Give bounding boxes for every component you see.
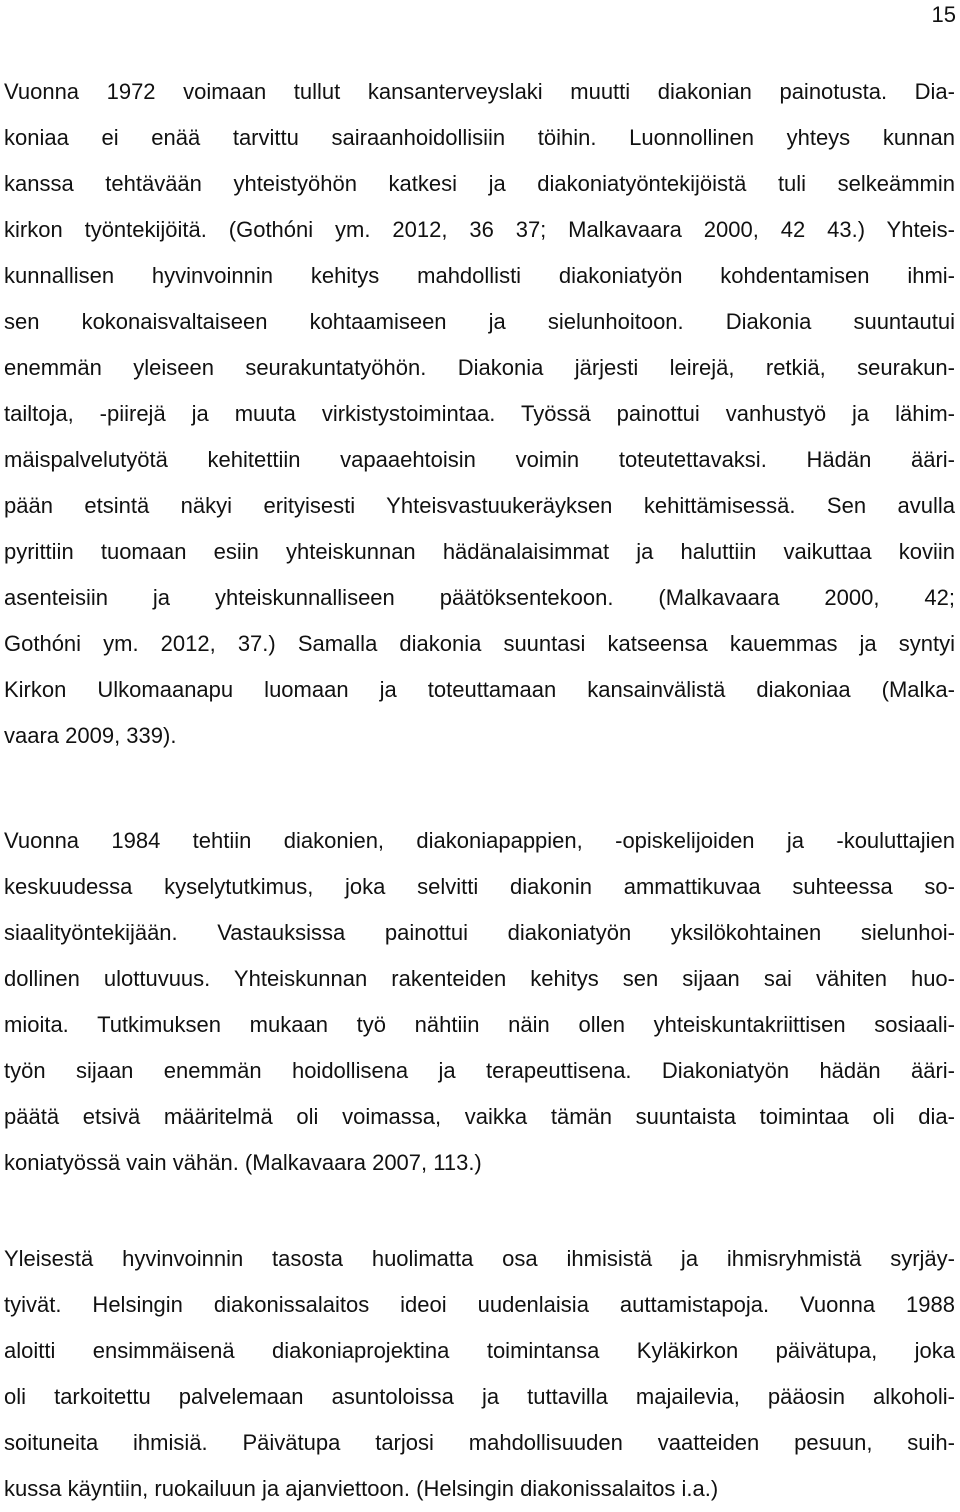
- text-line: enemmän yleiseen seurakuntatyöhön. Diakonia järjesti leirejä, retkiä, seurakun-: [4, 355, 955, 380]
- text-line: mäispalvelutyötä kehitettiin vapaaehtoisin voimin toteutettavaksi. Hädän ääri-: [4, 447, 955, 472]
- text-line: Vuonna 1972 voimaan tullut kansanterveyslaki muutti diakonian painotusta. Dia-: [4, 79, 955, 104]
- text-line: siaalityöntekijään. Vastauksissa painottui diakoniatyön yksilökohtainen sielunhoi-: [4, 920, 955, 945]
- text-line: oli tarkoitettu palvelemaan asuntoloissa ja tuttavilla majailevia, pääosin alkoholi-: [4, 1384, 955, 1409]
- text-line: vaara 2009, 339).: [4, 723, 177, 748]
- text-line: keskuudessa kyselytutkimus, joka selvitti diakonin ammattikuvaa suhteessa so-: [4, 874, 955, 899]
- text-line: työn sijaan enemmän hoidollisena ja terapeuttisena. Diakoniatyön hädän ääri-: [4, 1058, 955, 1083]
- text-line: pään etsintä näkyi erityisesti Yhteisvastuukeräyksen kehittämisessä. Sen avulla: [4, 493, 955, 518]
- text-line: koniatyössä vain vähän. (Malkavaara 2007, 113.): [4, 1150, 482, 1175]
- text-line: kirkon työntekijöitä. (Gothóni ym. 2012, 36 37; Malkavaara 2000, 42 43.) Yhteis-: [4, 217, 955, 242]
- text-line: mioita. Tutkimuksen mukaan työ nähtiin näin ollen yhteiskuntakriittisen sosiaali-: [4, 1012, 955, 1037]
- text-line: kussa käyntiin, ruokailuun ja ajanviettoon. (Helsingin diakonissalaitos i.a.): [4, 1476, 719, 1501]
- text-line: asenteisiin ja yhteiskunnalliseen päätöksentekoon. (Malkavaara 2000, 42;: [4, 585, 955, 610]
- page-number: 15: [931, 2, 956, 27]
- paragraph-1972-health-law: [4, 69, 955, 759]
- text-line: pyrittiin tuomaan esiin yhteiskunnan hädänalaisimmat ja haluttiin vaikuttaa koviin: [4, 539, 955, 564]
- text-line: aloitti ensimmäisenä diakoniaprojektina toimintansa Kyläkirkon päivätupa, joka: [4, 1338, 955, 1363]
- text-line: kunnallisen hyvinvoinnin kehitys mahdollisti diakoniatyön kohdentamisen ihmi-: [4, 263, 955, 288]
- text-line: Vuonna 1984 tehtiin diakonien, diakoniapappien, -opiskelijoiden ja -kouluttajien: [4, 828, 955, 853]
- paragraph-day-center: [4, 1236, 955, 1512]
- text-line: koniaa ei enää tarvittu sairaanhoidollisiin töihin. Luonnollinen yhteys kunnan: [4, 125, 955, 150]
- text-line: tyivät. Helsingin diakonissalaitos ideoi uudenlaisia auttamistapoja. Vuonna 1988: [4, 1292, 955, 1317]
- text-line: Gothóni ym. 2012, 37.) Samalla diakonia suuntasi katseensa kauemmas ja syntyi: [4, 631, 955, 656]
- text-line: Yleisestä hyvinvoinnin tasosta huolimatta osa ihmisistä ja ihmisryhmistä syrjäy-: [4, 1246, 955, 1271]
- text-line: Kirkon Ulkomaanapu luomaan ja toteuttamaan kansainvälistä diakoniaa (Malka-: [4, 677, 955, 702]
- text-line: tailtoja, -piirejä ja muuta virkistystoimintaa. Työssä painottui vanhustyö ja lähim-: [4, 401, 955, 426]
- text-line: sen kokonaisvaltaiseen kohtaamiseen ja sielunhoitoon. Diakonia suuntautui: [4, 309, 955, 334]
- text-line: dollinen ulottuvuus. Yhteiskunnan rakenteiden kehitys sen sijaan sai vähiten huo-: [4, 966, 955, 991]
- paragraph-1984-survey: [4, 818, 955, 1186]
- text-line: kanssa tehtävään yhteistyöhön katkesi ja diakoniatyöntekijöistä tuli selkeämmin: [4, 171, 955, 196]
- text-line: soituneita ihmisiä. Päivätupa tarjosi mahdollisuuden vaatteiden pesuun, suih-: [4, 1430, 955, 1455]
- text-line: päätä etsivä määritelmä oli voimassa, vaikka tämän suuntaista toimintaa oli dia-: [4, 1104, 955, 1129]
